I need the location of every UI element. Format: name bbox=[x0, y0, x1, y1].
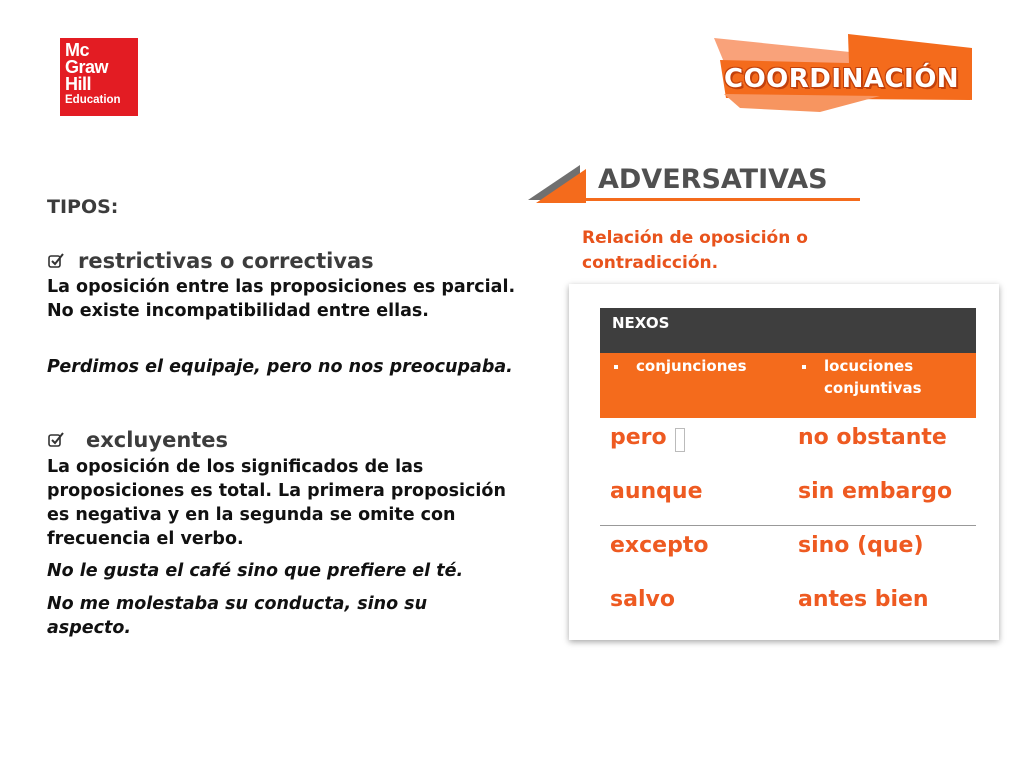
placeholder-glyph-icon bbox=[675, 428, 685, 452]
item-description-restrictivas: La oposición entre las proposiciones es parcial. No existe incompatibilidad entre ellas. bbox=[47, 277, 516, 321]
table-cell-aunque: aunque bbox=[610, 479, 703, 504]
tipos-heading: TIPOS: bbox=[47, 196, 119, 218]
table-cell-excepto: excepto bbox=[610, 533, 709, 558]
checkmark-icon bbox=[48, 432, 64, 448]
nexos-header: NEXOS bbox=[600, 308, 976, 353]
table-cell-sin-embargo: sin embargo bbox=[798, 479, 953, 504]
table-cell-no-obstante: no obstante bbox=[798, 425, 947, 450]
item-title-excluyentes: excluyentes bbox=[86, 428, 229, 452]
mcgraw-hill-logo bbox=[60, 38, 138, 116]
checkmark-icon bbox=[48, 253, 64, 269]
logo-line-3: Hill bbox=[65, 74, 92, 94]
bullet-icon bbox=[802, 365, 806, 369]
table-cell-sino-que: sino (que) bbox=[798, 533, 924, 558]
column-header-locuciones: locuciones conjuntivas bbox=[824, 357, 922, 397]
logo-line-1: Mc bbox=[65, 40, 90, 60]
table-cell-pero: pero bbox=[610, 425, 667, 450]
table-cell-antes-bien: antes bien bbox=[798, 587, 929, 612]
item-description-excluyentes: La oposición de los significados de las proposiciones es total. La primera proposición es negativa y en la segunda se omite con frecuencia el verbo. bbox=[47, 457, 506, 549]
item-example-excluyentes-1: No le gusta el café sino que prefiere el té. bbox=[47, 561, 464, 581]
item-title-restrictivas: restrictivas o correctivas bbox=[78, 249, 374, 273]
logo-line-4: Education bbox=[65, 94, 121, 106]
adversativas-title: ADVERSATIVAS bbox=[598, 164, 828, 195]
relation-description: Relación de oposición o contradicción. bbox=[582, 228, 808, 273]
table-cell-salvo: salvo bbox=[610, 587, 675, 612]
bullet-icon bbox=[614, 365, 618, 369]
item-example-restrictivas: Perdimos el equipaje, pero no nos preocupaba. bbox=[47, 357, 513, 377]
logo-line-2: Graw bbox=[65, 57, 109, 77]
banner-title: COORDINACIÓN bbox=[724, 64, 960, 94]
table-divider bbox=[600, 525, 976, 526]
column-header-conjunciones: conjunciones bbox=[636, 357, 747, 375]
item-example-excluyentes-2: No me molestaba su conducta, sino su aspecto. bbox=[47, 594, 428, 638]
